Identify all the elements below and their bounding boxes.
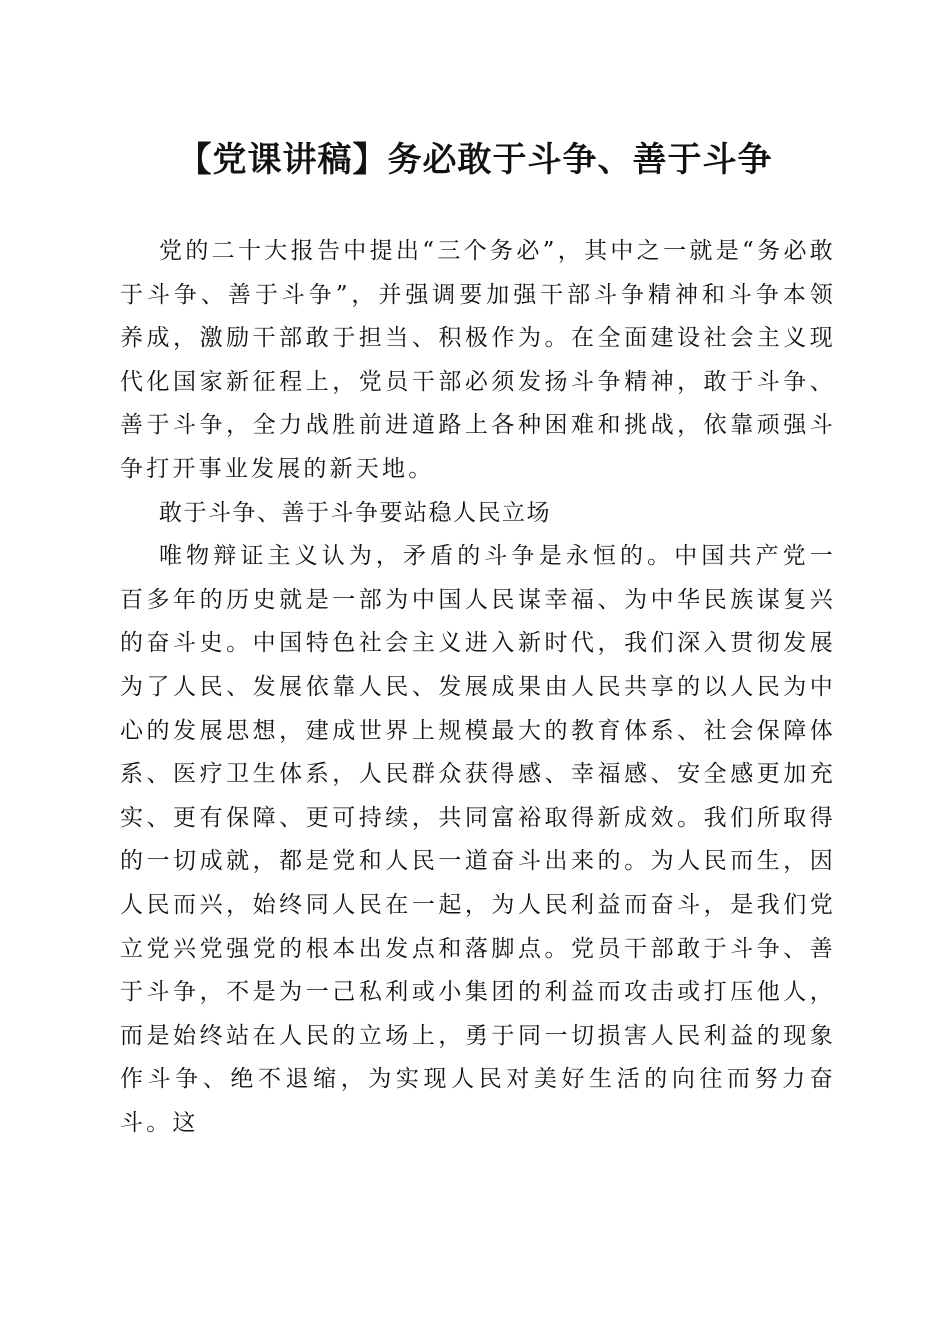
document-title: 【党课讲稿】务必敢于斗争、善于斗争 — [177, 140, 773, 180]
intro-paragraph: 党的二十大报告中提出“三个务必”，其中之一就是“务必敢于斗争、善于斗争”，并强调要加强干部斗争精神和斗争本领养成，激励干部敢于担当、积极作为。在全面建设社会主义现代化国家新征程上，党员干部必须发扬斗争精神，敢于斗争、善于斗争，全力战胜前进道路上各种困难和挑战，依靠顽强斗争打开事业发展的新天地。 — [120, 238, 836, 482]
document-body — [120, 230, 836, 1145]
section-heading: 敢于斗争、善于斗争要站稳人民立场 — [159, 499, 551, 526]
body-paragraph: 唯物辩证主义认为，矛盾的斗争是永恒的。中国共产党一百多年的历史就是一部为中国人民谋幸福、为中华民族谋复兴的奋斗史。中国特色社会主义进入新时代，我们深入贯彻发展为了人民、发展依靠人民、发展成果由人民共享的以人民为中心的发展思想，建成世界上规模最大的教育体系、社会保障体系、医疗卫生体系，人民群众获得感、幸福感、安全感更加充实、更有保障、更可持续，共同富裕取得新成效。我们所取得的一切成就，都是党和人民一道奋斗出来的。为人民而生，因人民而兴，始终同人民在一起，为人民利益而奋斗，是我们党立党兴党强党的根本出发点和落脚点。党员干部敢于斗争、善于斗争，不是为一己私利或小集团的利益而攻击或打压他人，而是始终站在人民的立场上，勇于同一切损害人民利益的现象作斗争、绝不退缩，为实现人民对美好生活的向往而努力奋斗。这 — [120, 543, 836, 1136]
